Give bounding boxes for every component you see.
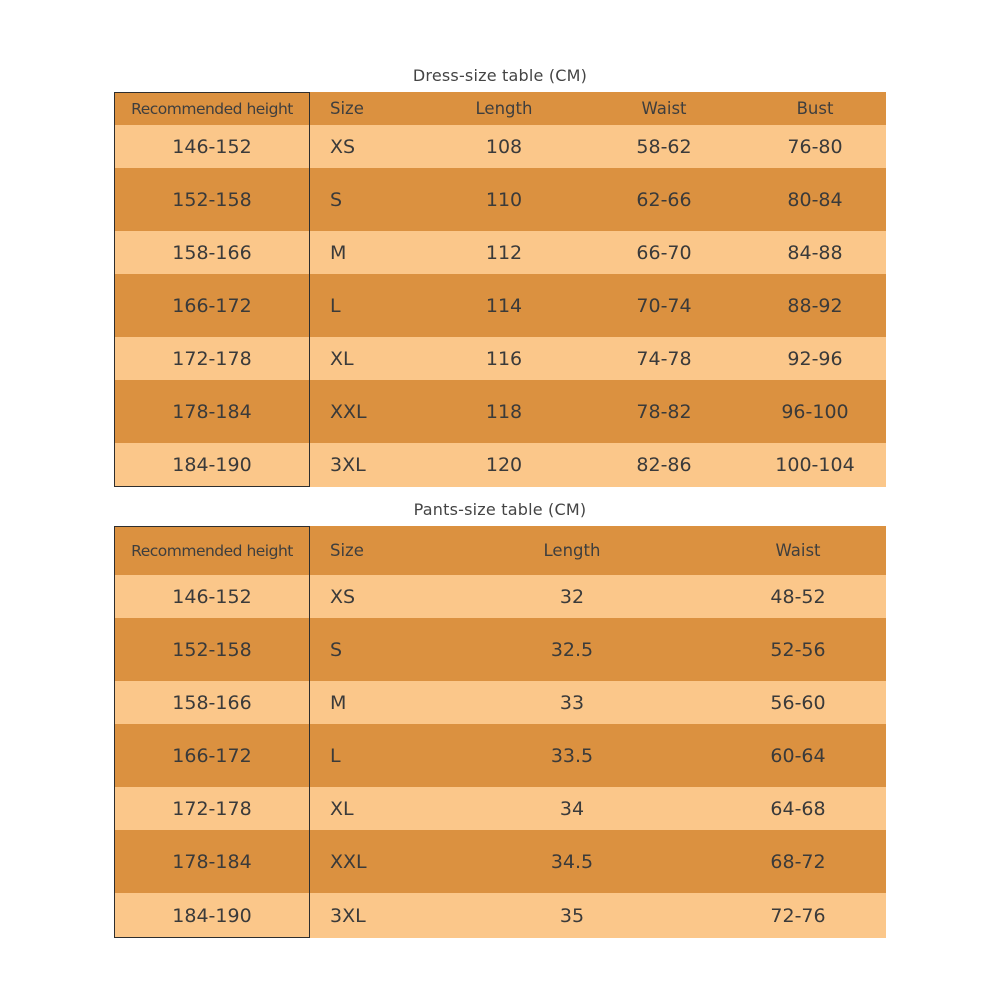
column-header: Size [330, 541, 364, 560]
size-cell: XS [330, 585, 356, 608]
column-header: Recommended height [131, 541, 293, 560]
height-cell: 158-166 [172, 241, 252, 264]
table-row [114, 681, 886, 724]
length-cell: 32 [559, 585, 585, 608]
height-cell: 172-178 [172, 347, 252, 370]
waist-cell: 74-78 [636, 347, 692, 370]
size-cell: XXL [330, 400, 367, 423]
table-row [114, 618, 886, 681]
size-cell: 3XL [330, 904, 366, 927]
waist-cell: 62-66 [636, 188, 692, 211]
table-row [114, 724, 886, 787]
column-header: Recommended height [131, 99, 293, 118]
length-cell: 112 [485, 241, 523, 264]
waist-cell: 72-76 [770, 904, 826, 927]
waist-cell: 66-70 [636, 241, 692, 264]
bust-cell: 88-92 [787, 294, 843, 317]
height-cell: 146-152 [172, 585, 252, 608]
size-cell: S [330, 188, 343, 211]
pants-table-caption: Pants-size table (CM) [413, 500, 587, 519]
size-cell: L [330, 294, 341, 317]
bust-cell: 84-88 [787, 241, 843, 264]
height-cell: 152-158 [172, 638, 252, 661]
size-cell: L [330, 744, 341, 767]
waist-cell: 58-62 [636, 135, 692, 158]
size-cell: 3XL [330, 454, 366, 476]
pants-size-table [114, 526, 886, 935]
column-header: Size [330, 99, 364, 118]
length-cell: 33 [559, 691, 585, 714]
height-cell: 172-178 [172, 797, 252, 820]
size-cell: XL [330, 797, 354, 820]
table-row [114, 125, 886, 168]
column-header: Length [475, 99, 533, 118]
size-cell: M [330, 691, 347, 714]
height-cell: 178-184 [172, 850, 252, 873]
height-cell: 166-172 [172, 294, 252, 317]
bust-cell: 96-100 [781, 400, 849, 423]
height-cell: 152-158 [172, 188, 252, 211]
dress-size-table [114, 92, 886, 485]
table-header-row [114, 526, 886, 575]
size-cell: XL [330, 347, 354, 370]
table-row [114, 168, 886, 231]
waist-cell: 70-74 [636, 294, 692, 317]
length-cell: 32.5 [550, 638, 594, 661]
column-header: Bust [796, 99, 834, 118]
size-cell: M [330, 241, 347, 264]
column-header: Length [543, 541, 601, 560]
table-row [114, 575, 886, 618]
dress-table-caption: Dress-size table (CM) [412, 66, 588, 85]
length-cell: 34.5 [550, 850, 594, 873]
table-row [114, 893, 886, 938]
length-cell: 35 [559, 904, 585, 927]
table-row [114, 787, 886, 830]
table-row [114, 443, 886, 487]
waist-cell: 60-64 [770, 744, 826, 767]
table-header-row [114, 92, 886, 125]
length-cell: 108 [485, 135, 523, 158]
table-row [114, 380, 886, 443]
waist-cell: 56-60 [770, 691, 826, 714]
waist-cell: 78-82 [636, 400, 692, 423]
waist-cell: 52-56 [770, 638, 826, 661]
height-cell: 178-184 [172, 400, 252, 423]
height-cell: 166-172 [172, 744, 252, 767]
length-cell: 34 [559, 797, 585, 820]
waist-cell: 82-86 [636, 454, 692, 476]
height-cell: 184-190 [172, 454, 252, 476]
column-header: Waist [641, 99, 687, 118]
table-row [114, 337, 886, 380]
column-header: Waist [775, 541, 821, 560]
length-cell: 114 [485, 294, 523, 317]
length-cell: 116 [485, 347, 523, 370]
size-cell: XXL [330, 850, 367, 873]
length-cell: 33.5 [550, 744, 594, 767]
table-row [114, 274, 886, 337]
height-cell: 146-152 [172, 135, 252, 158]
length-cell: 110 [485, 188, 523, 211]
bust-cell: 76-80 [787, 135, 843, 158]
height-cell: 184-190 [172, 904, 252, 927]
length-cell: 120 [485, 454, 523, 476]
size-cell: XS [330, 135, 356, 158]
waist-cell: 64-68 [770, 797, 826, 820]
length-cell: 118 [485, 400, 523, 423]
bust-cell: 100-104 [775, 454, 855, 476]
height-cell: 158-166 [172, 691, 252, 714]
bust-cell: 80-84 [787, 188, 843, 211]
waist-cell: 48-52 [770, 585, 826, 608]
waist-cell: 68-72 [770, 850, 826, 873]
table-row [114, 830, 886, 893]
size-cell: S [330, 638, 343, 661]
bust-cell: 92-96 [787, 347, 843, 370]
table-row [114, 231, 886, 274]
